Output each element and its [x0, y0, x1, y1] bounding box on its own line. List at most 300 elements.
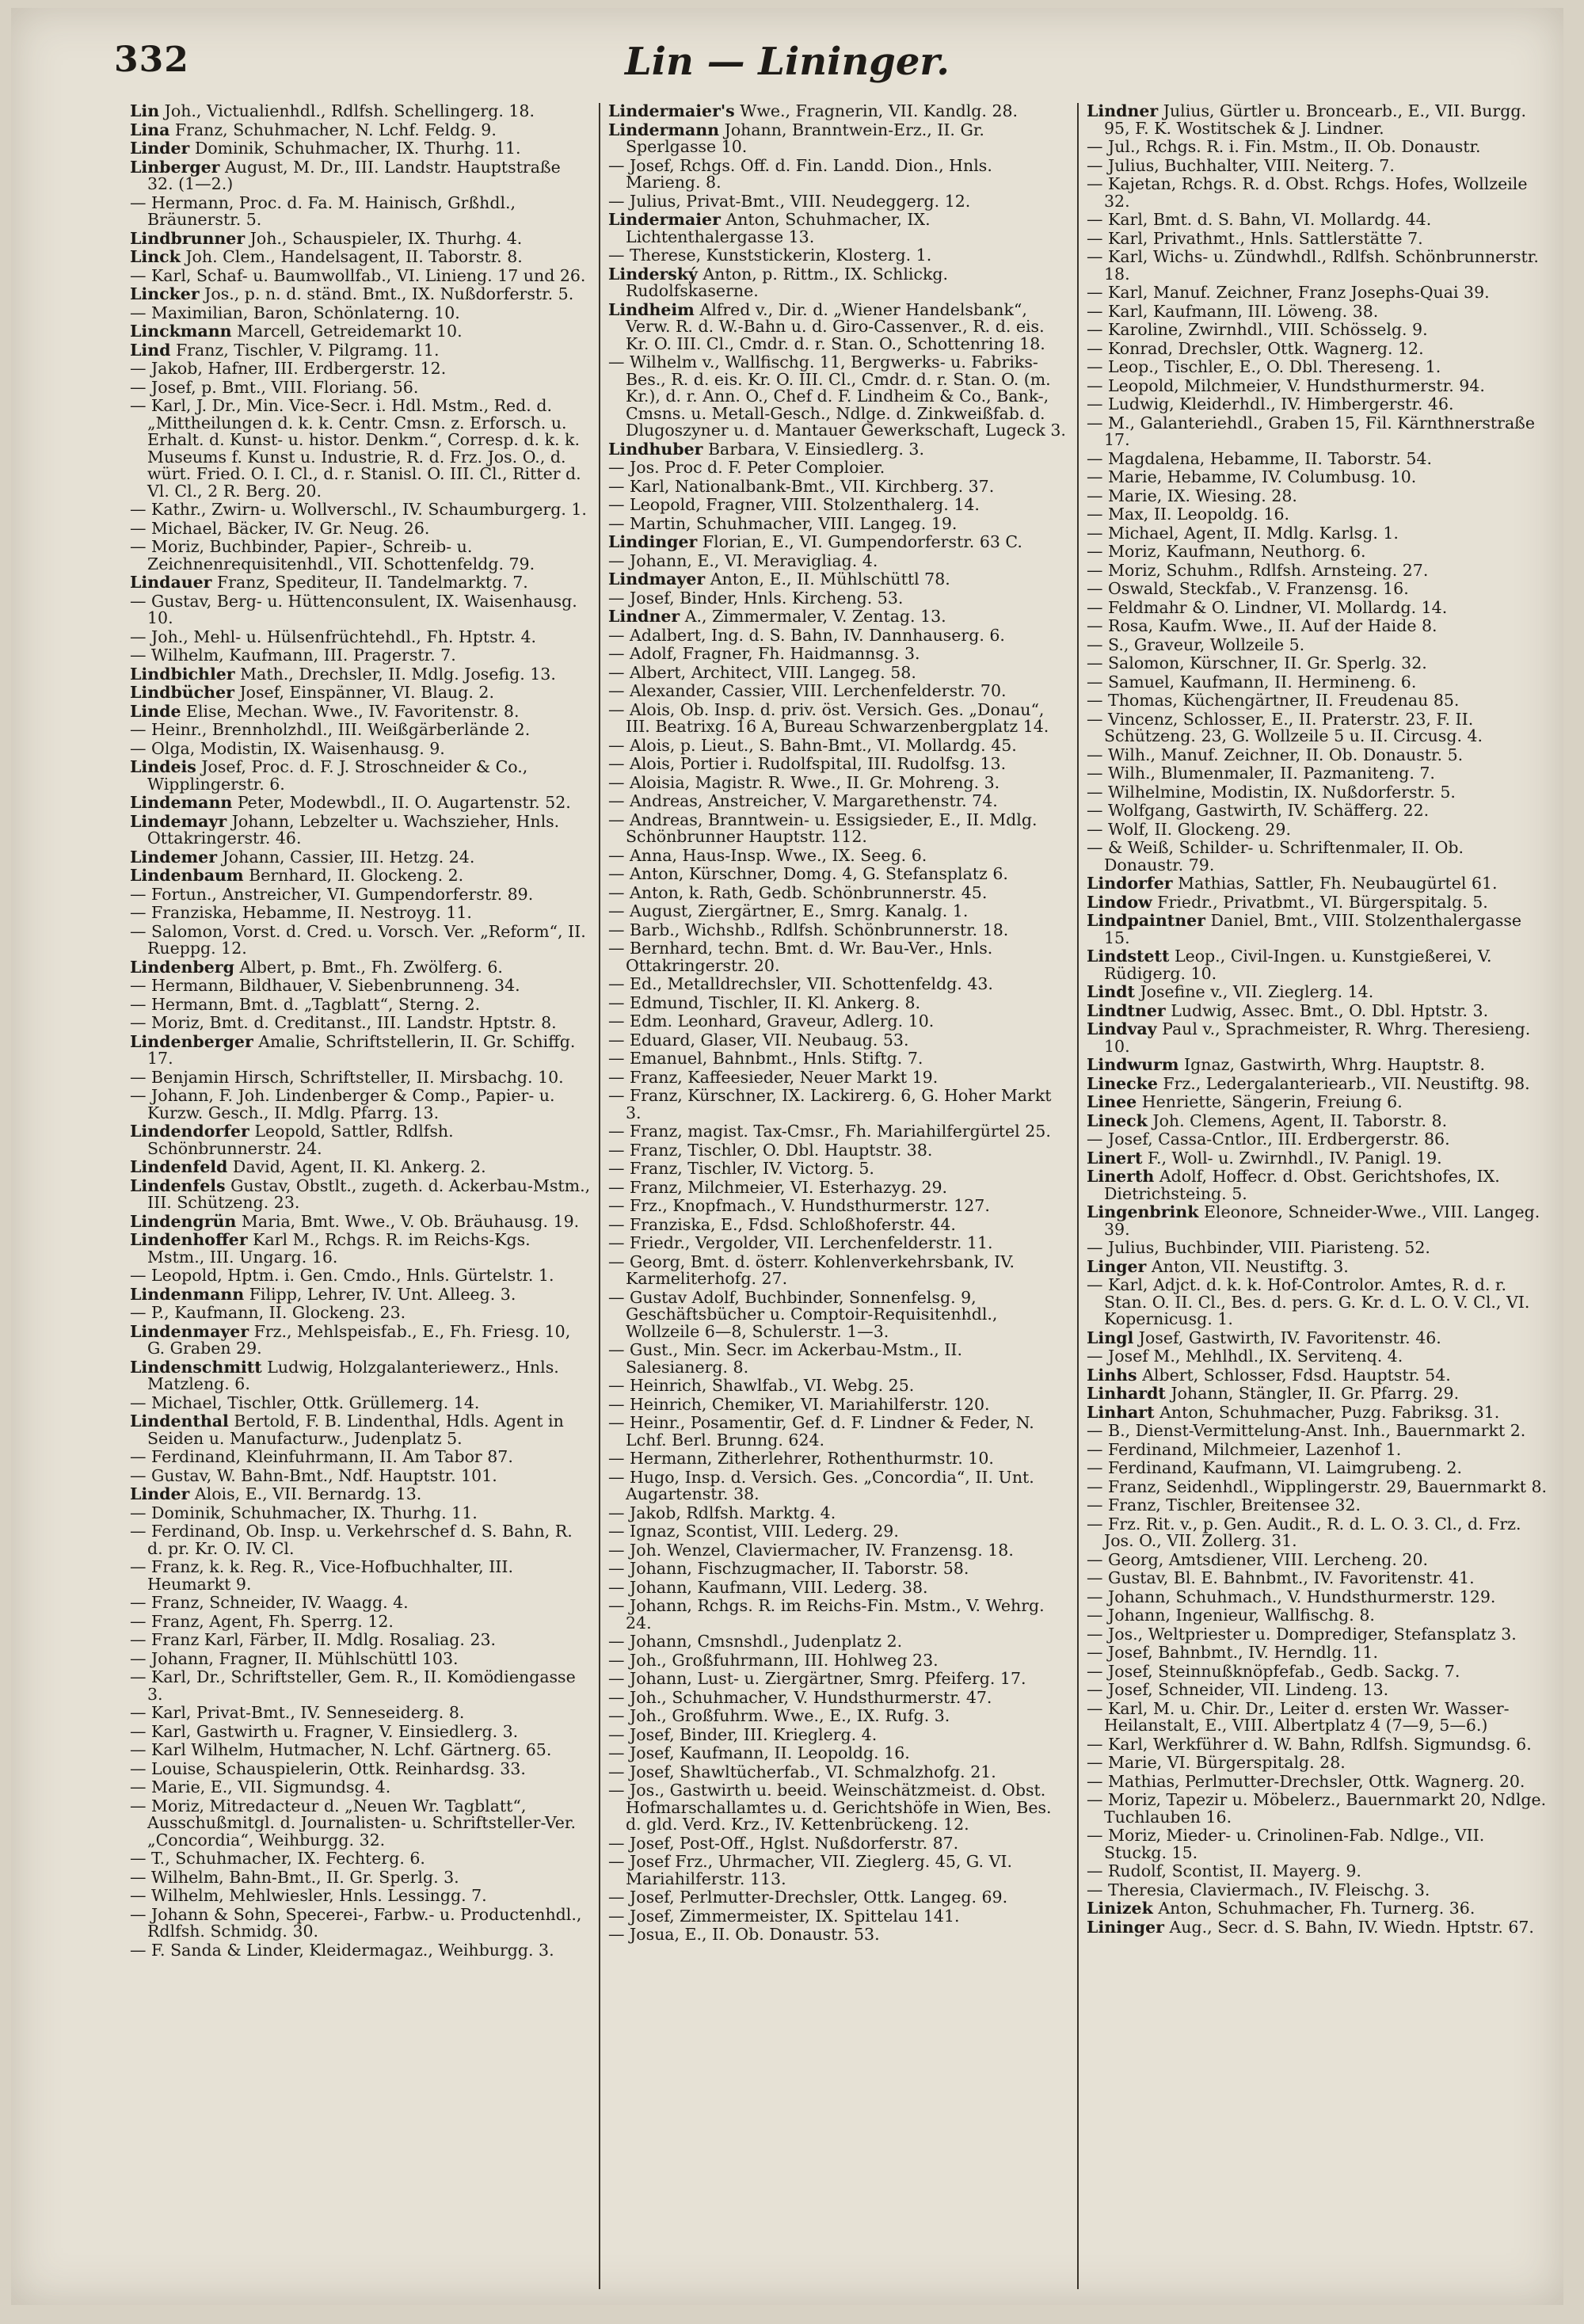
- directory-entry: [1087, 597, 1548, 617]
- entry-details: — Aloisia, Magistr. R. Wwe., II. Gr. Mohreng. 3.: [608, 772, 1000, 792]
- entry-details: Gustav, Obstlt., zugeth. d. Ackerbau-Mstm., III. Schützeng. 23.: [147, 1175, 591, 1212]
- entry-details: — Karl, Gastwirth u. Fragner, V. Einsiedlerg. 3.: [130, 1721, 519, 1741]
- entry-details: Joh., Victualienhdl., Rdlfsh. Schellingerg. 18.: [164, 103, 535, 120]
- entry-surname: Linde: [130, 701, 181, 721]
- entry-details: — Johann, Cmsnshdl., Judenplatz 2.: [608, 1632, 903, 1651]
- entry-details: Wwe., Fragnerin, VII. Kandlg. 28.: [740, 103, 1019, 120]
- directory-entry: [1087, 176, 1548, 210]
- directory-entry: [1087, 581, 1548, 598]
- entry-details: — Adalbert, Ing. d. S. Bahn, IV. Dannhauserg. 6.: [608, 625, 1005, 645]
- entry-surname: Lindermaier: [608, 210, 721, 229]
- entry-details: — Josef, Binder, III. Krieglerg. 4.: [608, 1724, 878, 1744]
- entry-details: Aug., Secr. d. S. Bahn, IV. Wiedn. Hptstr. 67.: [1169, 1917, 1534, 1937]
- entry-details: — Georg, Amtsdiener, VIII. Lercheng. 20.: [1087, 1549, 1429, 1569]
- directory-entry: [1087, 284, 1548, 302]
- directory-entry: [1087, 894, 1548, 912]
- directory-entry: [1087, 338, 1548, 358]
- entry-surname: Linger: [1087, 1256, 1147, 1276]
- entry-details: — Josef, Kaufmann, II. Leopoldg. 16.: [608, 1743, 910, 1762]
- directory-entry: [608, 1032, 1069, 1050]
- entry-details: — Moriz, Kaufmann, Neuthorg. 6.: [1087, 542, 1366, 561]
- entry-details: — Franz, magist. Tax-Cmsr., Fh. Mariahilfergürtel 25.: [608, 1122, 1051, 1141]
- directory-entry: [1087, 1240, 1548, 1257]
- directory-entry: [608, 866, 1069, 883]
- entry-details: Filipp, Lehrer, IV. Unt. Alleeg. 3.: [249, 1284, 516, 1304]
- page-header: [11, 40, 1563, 103]
- entry-details: — Hugo, Insp. d. Versich. Ges. „Concordia“, II. Unt. Augartenstr. 38.: [608, 1467, 1034, 1503]
- entry-details: — Alois, p. Lieut., S. Bahn-Bmt., VI. Mollardg. 45.: [608, 735, 1017, 755]
- entry-surname: Linberger: [130, 157, 220, 177]
- directory-entry: [1087, 1736, 1548, 1754]
- directory-entry: [608, 1782, 1069, 1834]
- directory-entry: [130, 1486, 591, 1503]
- entry-surname: Linhart: [1087, 1402, 1155, 1422]
- entry-details: — Marie, IX. Wiesing. 28.: [1087, 486, 1297, 505]
- directory-entry: [608, 553, 1069, 570]
- entry-details: Johann, Lebzelter u. Wachszieher, Hnls. Ottakringerstr. 46.: [147, 811, 560, 848]
- directory-entry: [130, 1505, 591, 1522]
- directory-entry: [1087, 396, 1548, 413]
- directory-entry: [1087, 543, 1548, 561]
- entry-surname: Lindhuber: [608, 439, 703, 459]
- entry-details: — Edmund, Tischler, II. Kl. Ankerg. 8.: [608, 992, 921, 1012]
- entry-details: — Hermann, Zitherlehrer, Rothenthurmstr. 10.: [608, 1449, 994, 1468]
- directory-entry: [608, 1179, 1069, 1197]
- entry-details: — Konrad, Drechsler, Ottk. Wagnerg. 12.: [1087, 338, 1424, 358]
- directory-entry: [130, 1942, 591, 1960]
- directory-entry: [1087, 415, 1548, 449]
- directory-entry: [608, 247, 1069, 265]
- entry-surname: Linder: [130, 1484, 190, 1503]
- entry-details: — Michael, Bäcker, IV. Gr. Neug. 26.: [130, 518, 430, 538]
- entry-details: Josef, Einspänner, VI. Blaug. 2.: [239, 683, 494, 702]
- entry-details: — Moriz, Schuhm., Rdlfsh. Arnsteing. 27.: [1087, 560, 1429, 580]
- directory-entry: [1087, 103, 1548, 137]
- entry-details: — Karl, Privat-Bmt., IV. Senneseiderg. 8.: [130, 1703, 465, 1722]
- directory-entry: [1087, 1277, 1548, 1328]
- entry-details: — S., Graveur, Wollzeile 5.: [1087, 634, 1305, 654]
- directory-entry: [130, 1267, 591, 1285]
- entry-details: — Andreas, Branntwein- u. Essigsieder, E., II. Mdlg. Schönbrunner Hauptstr. 112.: [608, 810, 1038, 846]
- entry-details: — Josef, Binder, Hnls. Kircheng. 53.: [608, 588, 904, 608]
- directory-entry: [608, 1214, 1069, 1234]
- entry-surname: Lindorfer: [1087, 874, 1173, 893]
- entry-details: — Karl, M. u. Chir. Dr., Leiter d. ersten Wr. Wasser-Heilanstalt, E., VIII. Albertplatz 4 (7—9, 5—6.): [1087, 1698, 1510, 1735]
- entry-details: — Karl, Kaufmann, III. Löweng. 38.: [1087, 301, 1379, 321]
- entry-details: — Franziska, E., Fdsd. Schloßhoferstr. 44.: [608, 1214, 956, 1234]
- entry-surname: Lindenmann: [130, 1284, 245, 1304]
- entry-details: Franz, Spediteur, II. Tandelmarktg. 7.: [217, 573, 528, 592]
- directory-entry: [130, 265, 591, 285]
- entry-details: — F. Sanda & Linder, Kleidermagaz., Weihburgg. 3.: [130, 1940, 554, 1960]
- entry-details: — Anna, Haus-Insp. Wwe., IX. Seeg. 6.: [608, 845, 927, 865]
- directory-entry: [1087, 303, 1548, 321]
- directory-entry: [130, 1613, 591, 1631]
- directory-entry: [1087, 674, 1548, 691]
- directory-entry: [1087, 1589, 1548, 1606]
- entry-surname: Lindermaier's: [608, 103, 735, 120]
- directory-entry: [608, 1764, 1069, 1781]
- entry-details: Jos., p. n. d. ständ. Bmt., IX. Nußdorferstr. 5.: [204, 284, 574, 303]
- entry-details: — Franz, Tischler, IV. Victorg. 5.: [608, 1159, 874, 1178]
- directory-entry: [608, 922, 1069, 939]
- entry-surname: Lininger: [1087, 1917, 1164, 1937]
- entry-details: Julius, Gürtler u. Broncearb., E., VII. Burgg. 95, F. K. Wostitschek & J. Lindner.: [1104, 103, 1526, 138]
- entry-details: — P., Kaufmann, II. Glockeng. 23.: [130, 1303, 406, 1322]
- entry-details: — Ferdinand, Milchmeier, Lazenhof 1.: [1087, 1439, 1402, 1459]
- entry-details: — Joh., Großfuhrmann, III. Hohlweg 23.: [608, 1650, 939, 1670]
- entry-details: Friedr., Privatbmt., VI. Bürgerspitalg. 5.: [1157, 892, 1488, 912]
- entry-details: — Oswald, Steckfab., V. Franzensg. 16.: [1087, 579, 1409, 598]
- entry-details: — Feldmahr & O. Lindner, VI. Mollardg. 14.: [1087, 597, 1448, 617]
- entry-details: Joh. Clem., Handelsagent, II. Taborstr. 8.: [185, 247, 523, 266]
- directory-entry: [608, 1853, 1069, 1888]
- directory-entry: [1087, 1827, 1548, 1861]
- entry-surname: Lindmayer: [608, 570, 706, 589]
- directory-entry: [130, 593, 591, 627]
- directory-entry: [130, 1779, 591, 1796]
- directory-entry: [130, 520, 591, 538]
- entry-details: — Ignaz, Scontist, VIII. Lederg. 29.: [608, 1522, 899, 1541]
- entry-details: — Johann, E., VI. Meravigliag. 4.: [608, 551, 878, 570]
- directory-entry: [130, 192, 591, 229]
- entry-details: Karl M., Rchgs. R. im Reichs-Kgs. Mstm., III. Ungarg. 16.: [147, 1230, 531, 1267]
- directory-entry: [1087, 821, 1548, 839]
- directory-entry: [608, 1708, 1069, 1725]
- directory-entry: [608, 1724, 1069, 1744]
- entry-details: — Johann, F. Joh. Lindenberger & Comp., Papier- u. Kurzw. Gesch., II. Mdlg. Pfarrg. 13.: [130, 1086, 555, 1122]
- entry-details: — Johann, Lust- u. Ziergärtner, Smrg. Pfeiferg. 17.: [608, 1669, 1026, 1688]
- entry-details: Leop., Civil-Ingen. u. Kunstgießerei, V. Rüdigerg. 10.: [1104, 947, 1492, 983]
- entry-details: Johann, Cassier, III. Hetzg. 24.: [222, 847, 475, 867]
- directory-entry: [1087, 1168, 1548, 1202]
- directory-entry: [608, 1926, 1069, 1944]
- entry-details: — Theresia, Claviermach., IV. Fleischg. 3.: [1087, 1880, 1430, 1899]
- entry-details: Albert, Schlosser, Fdsd. Hauptstr. 54.: [1142, 1365, 1451, 1385]
- directory-entry: [130, 1286, 591, 1304]
- directory-entry: [608, 211, 1069, 246]
- directory-entry: [130, 1888, 591, 1905]
- entry-surname: Lindbücher: [130, 683, 234, 702]
- directory-entry: [1087, 875, 1548, 893]
- directory-entry: [1087, 1773, 1548, 1791]
- directory-entry: [608, 1123, 1069, 1141]
- entry-details: Math., Drechsler, II. Mdlg. Josefig. 13.: [240, 664, 556, 684]
- directory-entry: [608, 1254, 1069, 1288]
- entry-details: — Josua, E., II. Ob. Donaustr. 53.: [608, 1925, 880, 1944]
- directory-entry: [608, 793, 1069, 810]
- directory-entry: [608, 266, 1069, 300]
- entry-details: — Olga, Modistin, IX. Waisenhausg. 9.: [130, 738, 445, 758]
- entry-surname: Lindemer: [130, 847, 218, 867]
- directory-entry: [130, 1232, 591, 1266]
- entry-surname: Linerth: [1087, 1167, 1155, 1186]
- entry-surname: Linhs: [1087, 1365, 1137, 1385]
- directory-entry: [608, 478, 1069, 496]
- entry-details: — Mathias, Perlmutter-Drechsler, Ottk. Wagnerg. 20.: [1087, 1771, 1525, 1791]
- directory-entry: [130, 867, 591, 885]
- entry-details: Johann, Branntwein-Erz., II. Gr. Sperlgasse 10.: [626, 120, 984, 156]
- directory-entry: [608, 627, 1069, 645]
- directory-entry: [130, 159, 591, 193]
- entry-details: Barbara, V. Einsiedlerg. 3.: [707, 439, 924, 459]
- entry-surname: Linert: [1087, 1148, 1143, 1168]
- directory-entry: [1087, 1460, 1548, 1477]
- directory-entry: [1087, 1570, 1548, 1587]
- directory-entry: [608, 662, 1069, 682]
- entry-details: — Frz. Rit. v., p. Gen. Audit., R. d. L. O. 3. Cl., d. Frz. Jos. O., VII. Zollerg. 31.: [1087, 1514, 1521, 1550]
- directory-entry: [1087, 1367, 1548, 1385]
- entry-details: — Karl, Nationalbank-Bmt., VII. Kirchberg. 37.: [608, 476, 995, 496]
- entry-details: — Wilhelm v., Wallfischg. 11, Bergwerks- u. Fabriks-Bes., R. d. eis. Kr. O. III. Cl., Cmdr. d. r. Stan. O. (m. Kr.), d. r. Ann. O., Chef d. F. Lindheim & Co., Bank-, Cmsns. u. Metall-Gesch., Ndlge. d. Zinkweißfab. d. Dlugoszyner u. d. Mantauer Gewerkschaft, Lugeck 3.: [608, 352, 1066, 440]
- entry-details: Anton, E., II. Mühlschüttl 78.: [710, 570, 950, 589]
- directory-entry: [1087, 1754, 1548, 1772]
- directory-entry: [1087, 1476, 1548, 1496]
- directory-entry: [608, 903, 1069, 920]
- entry-details: — Marie, VI. Bürgerspitalg. 28.: [1087, 1753, 1346, 1772]
- entry-details: — Hermann, Bildhauer, V. Siebenbrunneng. 34.: [130, 976, 520, 995]
- entry-surname: Lindemann: [130, 793, 233, 812]
- directory-entry: [130, 1594, 591, 1612]
- directory-entry: [1087, 1792, 1548, 1826]
- entry-surname: Lindbichler: [130, 664, 235, 684]
- directory-entry: [608, 992, 1069, 1012]
- entry-surname: Lindauer: [130, 573, 212, 592]
- directory-entry: [1087, 488, 1548, 505]
- entry-details: — Josef, Steinnußknöpfefab., Gedb. Sackg. 7.: [1087, 1661, 1460, 1681]
- entry-details: — Magdalena, Hebamme, II. Taborstr. 54.: [1087, 448, 1432, 468]
- entry-surname: Lindenmayer: [130, 1321, 249, 1341]
- directory-entry: [608, 441, 1069, 459]
- entry-details: — Eduard, Glaser, VII. Neubaug. 53.: [608, 1030, 909, 1050]
- entry-details: — Jakob, Rdlfsh. Marktg. 4.: [608, 1503, 836, 1522]
- directory-entry: [130, 1031, 591, 1068]
- entry-details: — Wilhelm, Bahn-Bmt., II. Gr. Sperlg. 3.: [130, 1867, 459, 1887]
- entry-details: Alfred v., Dir. d. „Wiener Handelsbank“, Verw. R. d. W.-Bahn u. d. Giro-Cassenver., R. d. eis. Kr. O. III. Cl., Cmdr. d. r. Stan. O., Schottenring 18.: [626, 299, 1045, 353]
- directory-entry: [1087, 1626, 1548, 1644]
- directory-entry: [130, 1088, 591, 1122]
- directory-entry: [608, 1235, 1069, 1252]
- entry-details: — Josef Frz., Uhrmacher, VII. Zieglerg. 45, G. VI. Mariahilferstr. 113.: [608, 1852, 1012, 1888]
- directory-entry: [130, 1359, 591, 1393]
- entry-details: — Jos., Weltpriester u. Domprediger, Stefansplatz 3.: [1087, 1624, 1517, 1644]
- directory-entry: [1087, 1607, 1548, 1625]
- directory-entry: [130, 959, 591, 977]
- entry-surname: Lindenberger: [130, 1031, 253, 1051]
- entry-surname: Lindermann: [608, 120, 720, 139]
- entry-details: — Gustav, Bl. E. Bahnbmt., IV. Favoritenstr. 41.: [1087, 1568, 1475, 1587]
- entry-details: David, Agent, II. Kl. Ankerg. 2.: [232, 1157, 486, 1176]
- entry-details: — Franz, Kürschner, IX. Lackirerg. 6, G. Hoher Markt 3.: [608, 1086, 1052, 1122]
- entry-surname: Linizek: [1087, 1899, 1153, 1918]
- directory-entry: [130, 1123, 591, 1157]
- directory-entry: [130, 1904, 591, 1941]
- directory-entry: [1087, 249, 1548, 283]
- directory-entry: [608, 683, 1069, 700]
- entry-details: — Georg, Bmt. d. österr. Kohlenverkehrsbank, IV. Karmeliterhofg. 27.: [608, 1252, 1015, 1288]
- directory-entry: [1087, 1698, 1548, 1735]
- directory-entry: [1087, 1404, 1548, 1422]
- directory-entry: [608, 812, 1069, 846]
- directory-entry: [1087, 1094, 1548, 1111]
- directory-entry: [130, 122, 591, 139]
- directory-entry: [130, 1559, 591, 1593]
- entry-details: Ludwig, Assec. Bmt., O. Dbl. Hptstr. 3.: [1171, 1000, 1489, 1020]
- directory-entry: [1087, 655, 1548, 672]
- entry-details: — Josef, Bahnbmt., IV. Herndlg. 11.: [1087, 1643, 1378, 1662]
- directory-entry: [130, 1523, 591, 1557]
- entry-details: — Bernhard, techn. Bmt. d. Wr. Bau-Ver., Hnls. Ottakringerstr. 20.: [608, 939, 993, 975]
- directory-entry: [1087, 506, 1548, 524]
- directory-entry: [1087, 562, 1548, 580]
- entry-surname: Linckmann: [130, 322, 232, 341]
- directory-entry: [608, 1287, 1069, 1341]
- entry-details: Bertold, F. B. Lindenthal, Hdls. Agent in Seiden u. Manufacturw., Judenplatz 5.: [147, 1412, 564, 1448]
- entry-details: — Ferdinand, Kaufmann, VI. Laimgrubeng. 2.: [1087, 1458, 1463, 1477]
- entry-details: — Wilhelm, Kaufmann, III. Pragerstr. 7.: [130, 646, 456, 665]
- directory-entry: [608, 1013, 1069, 1031]
- entry-details: — Johann & Sohn, Specerei-, Farbw.- u. Productenhdl., Rdlfsh. Schmidg. 30.: [130, 1904, 582, 1941]
- running-title: Lin — Lininger.: [624, 40, 950, 84]
- directory-entry: [1087, 525, 1548, 543]
- entry-details: — Benjamin Hirsch, Schriftsteller, II. Mirsbachg. 10.: [130, 1067, 564, 1087]
- directory-entry: [130, 886, 591, 904]
- directory-entry: [608, 299, 1069, 353]
- directory-page: [11, 8, 1563, 2305]
- entry-details: — Wolf, II. Glockeng. 29.: [1087, 819, 1291, 839]
- entry-details: — Karl, Privathmt., Hnls. Sattlerstätte 7.: [1087, 228, 1423, 248]
- directory-entry: [130, 140, 591, 158]
- entry-details: Albert, p. Bmt., Fh. Zwölferg. 6.: [239, 957, 503, 977]
- entry-details: — Johann, Ingenieur, Wallfischg. 8.: [1087, 1606, 1375, 1625]
- entry-surname: Lindt: [1087, 982, 1135, 1001]
- entry-details: Johann, Stängler, II. Gr. Pfarrg. 29.: [1171, 1384, 1460, 1403]
- entry-details: — Edm. Leonhard, Graveur, Adlerg. 10.: [608, 1012, 935, 1031]
- directory-entry: [130, 629, 591, 646]
- directory-entry: [608, 1469, 1069, 1503]
- directory-entry: [130, 738, 591, 758]
- directory-entry: [608, 1415, 1069, 1449]
- entry-details: Anton, Schuhmacher, IX. Lichtenthalergasse 13.: [626, 210, 931, 246]
- entry-details: Alois, E., VII. Bernardg. 13.: [194, 1484, 422, 1503]
- entry-details: — Karl, Wichs- u. Zündwhdl., Rdlfsh. Schönbrunnerstr. 18.: [1087, 247, 1539, 284]
- entry-details: Joh., Schauspieler, IX. Thurhg. 4.: [249, 228, 523, 248]
- entry-details: — Kajetan, Rchgs. R. d. Obst. Rchgs. Hofes, Wollzeile 32.: [1087, 174, 1528, 211]
- entry-details: — Karl, Bmt. d. S. Bahn, VI. Mollardg. 44.: [1087, 210, 1432, 229]
- directory-entry: [130, 360, 591, 378]
- entry-details: — Wilh., Manuf. Zeichner, II. Ob. Donaustr. 5.: [1087, 745, 1464, 764]
- entry-details: — August, Ziergärtner, E., Smrg. Kanalg. 1.: [608, 901, 969, 920]
- column-3: [1079, 103, 1555, 2289]
- entry-details: — Johann, Rchgs. R. im Reichs-Fin. Mstm., V. Wehrg. 24.: [608, 1596, 1045, 1633]
- entry-details: — Gust., Min. Secr. im Ackerbau-Mstm., II. Salesianerg. 8.: [608, 1340, 962, 1377]
- directory-entry: [608, 699, 1069, 736]
- entry-details: — Ferdinand, Kleinfuhrmann, II. Am Tabor 87.: [130, 1447, 513, 1466]
- entry-details: — Rosa, Kaufm. Wwe., II. Auf der Haide 8.: [1087, 616, 1437, 635]
- entry-surname: Lindwurm: [1087, 1055, 1179, 1074]
- entry-surname: Lindtner: [1087, 1000, 1166, 1020]
- entry-details: — Hermann, Proc. d. Fa. M. Hainisch, Grßhdl., Bräunerstr. 5.: [130, 192, 516, 229]
- column-1: [122, 103, 600, 2289]
- entry-details: — Albert, Architect, VIII. Langeg. 58.: [608, 662, 916, 682]
- directory-entry: [130, 539, 591, 573]
- directory-entry: [1087, 359, 1548, 376]
- entry-surname: Lindenschmitt: [130, 1357, 262, 1377]
- entry-details: Frz., Ledergalanteriearb., VII. Neustiftg. 98.: [1163, 1073, 1530, 1093]
- entry-surname: Lindenfels: [130, 1175, 226, 1195]
- entry-details: — Emanuel, Bahnbmt., Hnls. Stiftg. 7.: [608, 1049, 923, 1068]
- entry-details: — Frz., Knopfmach., V. Hundsthurmerstr. 127.: [608, 1196, 990, 1215]
- directory-entry: [130, 1413, 591, 1447]
- entry-surname: Lindenhoffer: [130, 1230, 248, 1249]
- entry-details: — Rudolf, Scontist, II. Mayerg. 9.: [1087, 1861, 1361, 1880]
- directory-entry: [608, 1633, 1069, 1651]
- entry-details: — Karoline, Zwirnhdl., VIII. Schösselg. 9.: [1087, 320, 1428, 339]
- directory-entry: [1087, 634, 1548, 654]
- directory-entry: [608, 1671, 1069, 1688]
- entry-surname: Linderský: [608, 264, 698, 284]
- directory-entry: [130, 722, 591, 739]
- directory-entry: [1087, 1113, 1548, 1130]
- directory-entry: [130, 813, 591, 848]
- entry-details: — B., Dienst-Vermittelung-Anst. Inh., Bauernmarkt 2.: [1087, 1421, 1526, 1440]
- entry-details: — Franz, Kaffeesieder, Neuer Markt 19.: [608, 1067, 939, 1087]
- entry-details: — Franz, k. k. Reg. R., Vice-Hofbuchhalter, III. Heumarkt 9.: [130, 1557, 514, 1594]
- directory-entry: [1087, 1497, 1548, 1514]
- directory-entry: [608, 1505, 1069, 1522]
- entry-details: — Anton, k. Rath, Gedb. Schönbrunnerstr. 45.: [608, 882, 988, 902]
- directory-entry: [130, 1869, 591, 1887]
- entry-details: Eleonore, Schneider-Wwe., VIII. Langeg. 39.: [1104, 1202, 1540, 1239]
- directory-entry: [608, 155, 1069, 192]
- entry-details: — Ludwig, Kleiderhdl., IV. Himbergerstr. 46.: [1087, 394, 1454, 413]
- entry-surname: Lindbrunner: [130, 228, 246, 248]
- entry-details: — Louise, Schauspielerin, Ottk. Reinhardsg. 33.: [130, 1758, 526, 1778]
- directory-entry: [1087, 948, 1548, 982]
- directory-entry: [608, 976, 1069, 993]
- directory-entry: [608, 1835, 1069, 1853]
- entry-details: — Leopold, Milchmeier, V. Hundsthurmerstr. 94.: [1087, 375, 1485, 395]
- entry-details: — Jakob, Hafner, III. Erdbergerstr. 12.: [130, 359, 447, 378]
- directory-entry: [1087, 984, 1548, 1001]
- entry-details: Ludwig, Holzgalanteriewerz., Hnls. Matzleng. 6.: [147, 1357, 559, 1393]
- entry-details: — Johann, Kaufmann, VIII. Lederg. 38.: [608, 1577, 928, 1597]
- entry-details: — Joh., Mehl- u. Hülsenfrüchtehdl., Fh. Hptstr. 4.: [130, 627, 537, 646]
- directory-entry: [1087, 1682, 1548, 1699]
- entry-surname: Linee: [1087, 1092, 1137, 1111]
- directory-entry: [1087, 1423, 1548, 1440]
- directory-entry: [1087, 139, 1548, 156]
- directory-entry: [1087, 1150, 1548, 1168]
- directory-entry: [1087, 448, 1548, 468]
- entry-details: Florian, E., VI. Gumpendorferstr. 63 C.: [702, 532, 1022, 551]
- directory-entry: [608, 756, 1069, 773]
- entry-surname: Lindenberg: [130, 957, 234, 977]
- directory-entry: [1087, 1882, 1548, 1899]
- entry-details: Maria, Bmt. Wwe., V. Ob. Bräuhausg. 19.: [241, 1211, 580, 1231]
- entry-details: — Franz, Agent, Fh. Sperrg. 12.: [130, 1611, 394, 1631]
- entry-details: Elise, Mechan. Wwe., IV. Favoritenstr. 8.: [186, 701, 520, 721]
- directory-entry: [130, 342, 591, 360]
- directory-entry: [1087, 1919, 1548, 1937]
- entry-details: — Johann, Fischzugmacher, II. Taborstr. 58.: [608, 1559, 969, 1578]
- directory-entry: [1087, 1000, 1548, 1020]
- entry-details: Joh. Clemens, Agent, II. Taborstr. 8.: [1152, 1111, 1448, 1130]
- directory-entry: [608, 646, 1069, 663]
- directory-entry: [130, 501, 591, 519]
- directory-entry: [1087, 1204, 1548, 1238]
- entry-details: — Martin, Schuhmacher, VIII. Langeg. 19.: [608, 513, 958, 533]
